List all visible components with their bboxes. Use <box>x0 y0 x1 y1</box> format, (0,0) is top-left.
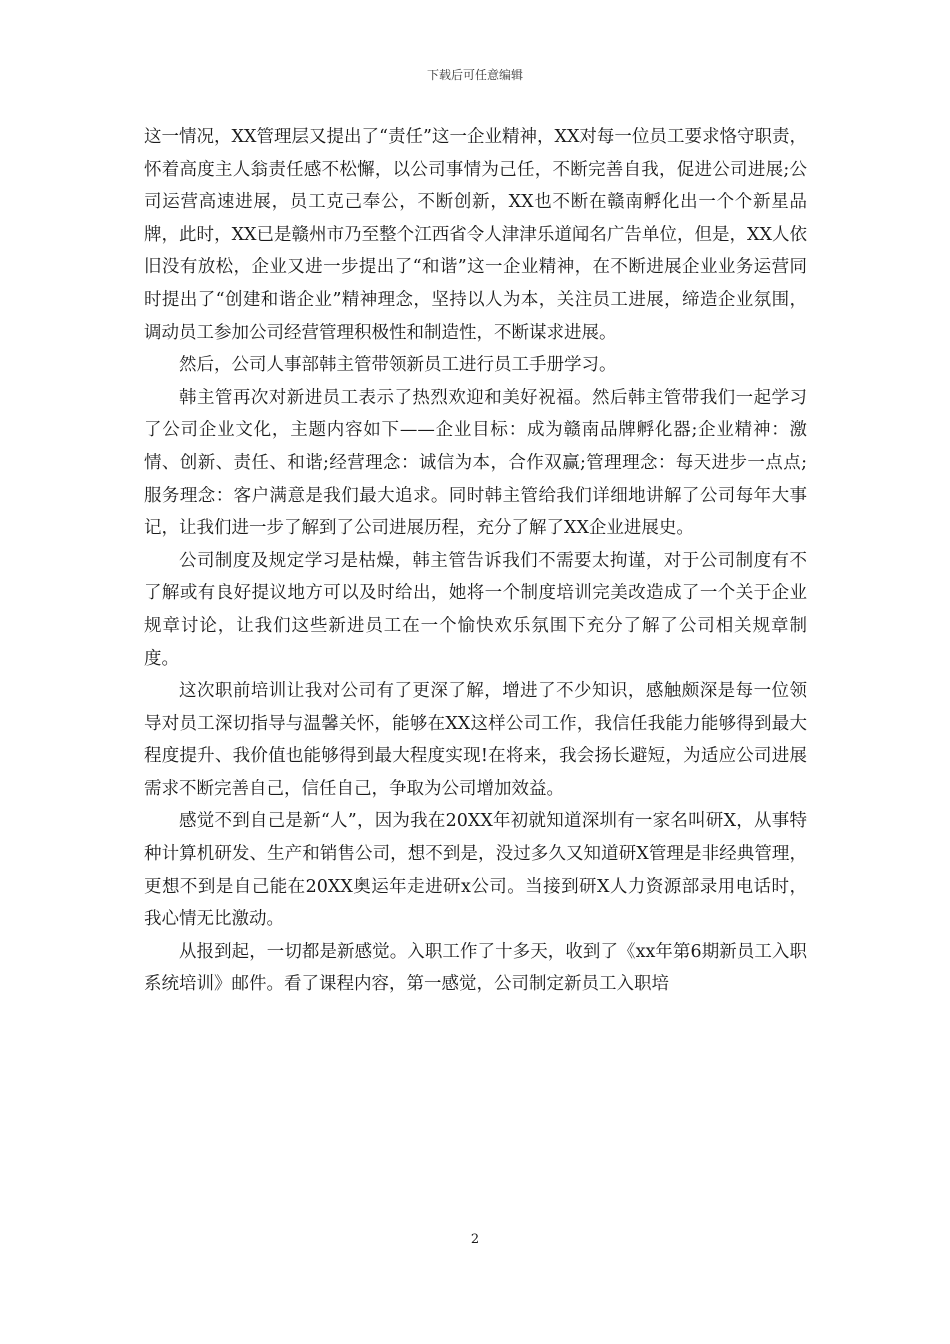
paragraph-4: 公司制度及规定学习是枯燥，韩主管告诉我们不需要太拘谨，对于公司制度有不了解或有良好提议地方可以及时给出，她将一个制度培训完美改造成了一个关于企业规章讨论，让我们这些新进员工在一个愉快欢乐氛围下充分了解了公司相关规章制度。 <box>144 550 807 669</box>
document-body <box>144 121 807 1001</box>
paragraph-6: 感觉不到自己是新“人”，因为我在20XX年初就知道深圳有一家名叫研X，从事特种计算机研发、生产和销售公司，想不到是，没过多久又知道研X管理是非经典管理，更想不到是自己能在20XX奥运年走进研x公司。当接到研X人力资源部录用电话时，我心情无比激动。 <box>144 811 807 930</box>
paragraph-7: 从报到起，一切都是新感觉。入职工作了十多天，收到了《xx年第6期新员工入职系统培训》邮件。看了课程内容，第一感觉，公司制定新员工入职培 <box>144 941 807 995</box>
page-header-note: 下载后可任意编辑 <box>426 68 523 82</box>
paragraph-2: 然后，公司人事部韩主管带领新员工进行员工手册学习。 <box>179 355 617 376</box>
page-number: 2 <box>470 1232 480 1247</box>
paragraph-1: 这一情况，XX管理层又提出了“责任”这一企业精神，XX对每一位员工要求恪守职责，怀着高度主人翁责任感不松懈，以公司事情为己任，不断完善自我，促进公司进展;公司运营高速进展，员工克己奉公，不断创新，XX也不断在赣南孵化出一个个新星品牌，此时，XX已是赣州市乃至整个江西省令人津津乐道闻名广告单位，但是，XX人依旧没有放松，企业又进一步提出了“和谐”这一企业精神，在不断进展企业业务运营同时提出了“创建和谐企业”精神理念，坚持以人为本，关注员工进展，缔造企业氛围，调动员工参加公司经营管理积极性和制造性，不断谋求进展。 <box>144 127 807 343</box>
paragraph-5: 这次职前培训让我对公司有了更深了解，增进了不少知识，感触颇深是每一位领导对员工深切指导与温馨关怀，能够在XX这样公司工作，我信任我能力能够得到最大程度提升、我价值也能够得到最大程度实现!在将来，我会扬长避短，为适应公司进展需求不断完善自己，信任自己，争取为公司增加效益。 <box>144 681 807 799</box>
paragraph-3: 韩主管再次对新进员工表示了热烈欢迎和美好祝福。然后韩主管带我们一起学习了公司企业文化，主题内容如下——企业目标：成为赣南品牌孵化器;企业精神：激情、创新、责任、和谐;经营理念：诚信为本，合作双赢;管理理念：每天进步一点点;服务理念：客户满意是我们最大追求。同时韩主管给我们详细地讲解了公司每年大事记，让我们进一步了解到了公司进展历程，充分了解了XX企业进展史。 <box>144 387 807 539</box>
